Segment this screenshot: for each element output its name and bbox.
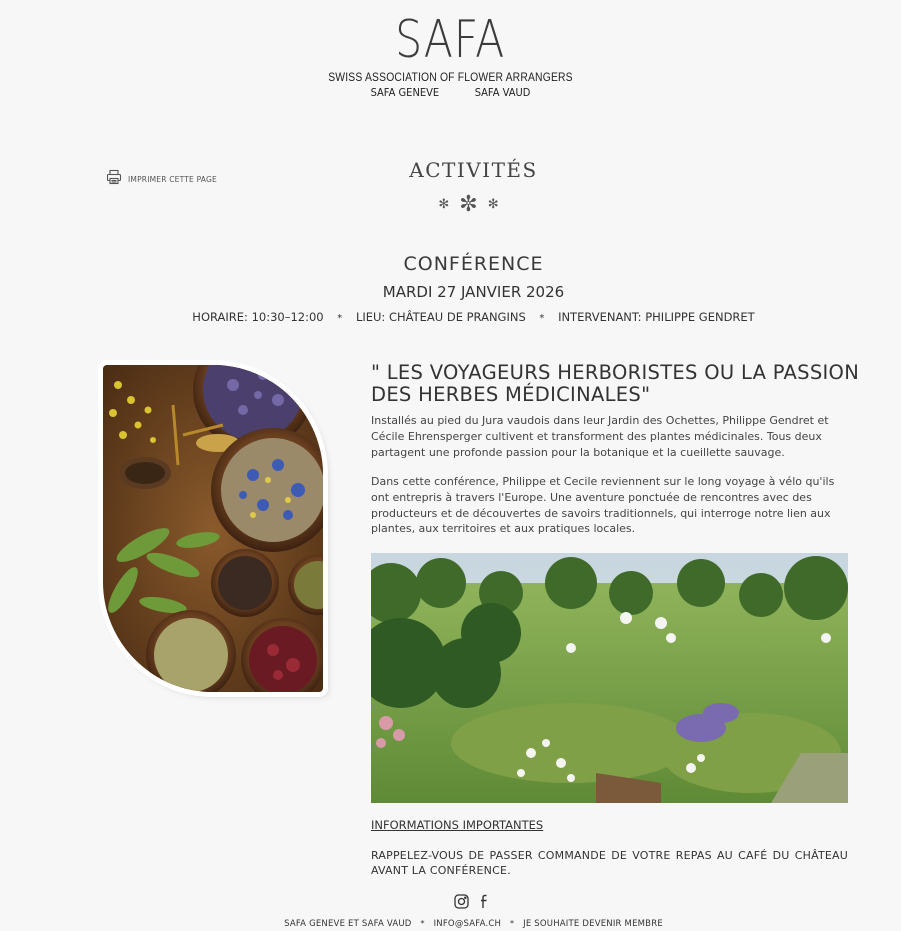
link-safa-vaud[interactable]: SAFA VAUD [474,86,531,99]
print-label: IMPRIMER CETTE PAGE [128,174,217,184]
event-date: MARDI 27 JANVIER 2026 [382,283,565,301]
association-name: SWISS ASSOCIATION OF FLOWER ARRANGERS [328,72,573,84]
talk-title: " LES VOYAGEURS HERBORISTES OU LA PASSION DES HERBES MÉDICINALES" [371,361,860,406]
intervenant-value: PHILIPPE GENDRET [645,310,755,324]
garden-image [371,553,848,803]
page-title: ACTIVITÉS [409,158,538,182]
separator: * [510,919,515,928]
talk-paragraph: Dans cette conférence, Philippe et Cecile reviennent sur le long voyage à vélo qu'ils ont entrepris à travers l'Europe. Une aventure ponctuée de rencontres avec des producteurs et de découvertes de savoirs traditionnels, qui interroge notre lien aux plantes, aux territoires et aux pratiques locales. [371,475,835,536]
ornament-divider: ✻✼✻ [438,192,509,217]
become-member-link[interactable]: JE SOUHAITE DEVENIR MEMBRE [523,919,663,929]
talk-paragraph: Installés au pied du Jura vaudois dans leur Jardin des Ochettes, Philippe Gendret et Cécile Ehrensperger cultivent et transforment des plantes médicinales. Tous deux partagent une profonde passion pour la botanique et la cueillette sauvage. [371,414,829,459]
facebook-icon[interactable] [479,894,489,913]
lieu-value: CHÂTEAU DE PRANGINS [388,310,526,324]
link-safa-geneve[interactable]: SAFA GENEVE [370,86,440,99]
event-details [0,310,901,324]
separator: * [420,919,425,928]
meal-reminder: RAPPELEZ-VOUS DE PASSER COMMANDE DE VOTRE REPAS AU CAFÉ DU CHÂTEAU AVANT LA CONFÉRENCE. [371,849,848,877]
footer-org-link[interactable]: SAFA GENEVE ET SAFA VAUD [284,919,412,929]
social-links [454,894,489,913]
separator: * [539,313,545,324]
separator: * [337,313,343,324]
site-footer [0,919,901,929]
site-header [0,12,901,99]
instagram-icon[interactable] [454,894,469,913]
horaire-value: 10:30–12:00 [251,310,324,324]
horaire-label: HORAIRE: [192,310,248,324]
footer-email-link[interactable]: INFO@SAFA.CH [433,919,502,929]
event-type: CONFÉRENCE [403,253,544,275]
intervenant-label: INTERVENANT: [558,310,642,324]
branch-links [45,86,856,99]
important-info-link[interactable]: INFORMATIONS IMPORTANTES [371,818,544,832]
herbs-image [103,365,323,692]
lieu-label: LIEU: [355,310,386,324]
site-logo[interactable]: SAFA [395,10,506,70]
